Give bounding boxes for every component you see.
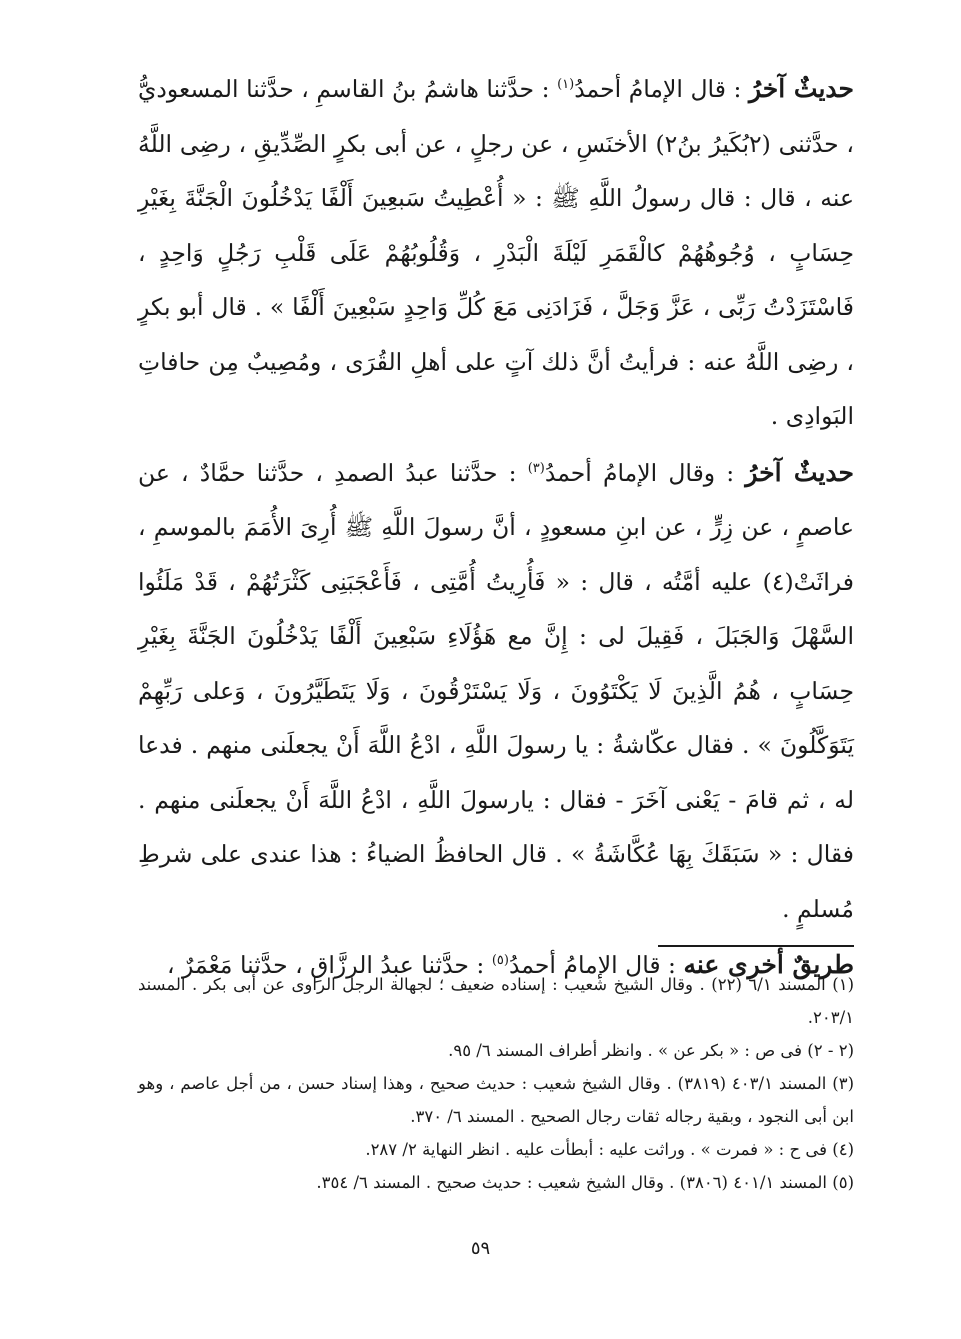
footnote: (٢ - ٢) فى ص : « بكر عن » . وانظر أطراف المسند ٦/ ٩٥. (448, 1041, 854, 1060)
paragraph-hadith-1 (138, 62, 854, 444)
section-heading: حديثٌ آخرُ (745, 457, 855, 487)
footnotes (138, 968, 854, 1199)
paragraph-text: : حدَّثنا عبدُ الصمدِ ، حدَّثنا حمَّادٌ ، عن عاصمٍ ، عن زِرٍّ ، عن ابنِ مسعودٍ ، أنَّ رسولَ اللَّهِ ﷺ أُرِىَ الأُمَمَ بالموسمِ ، فراثَتْ(٤) عليه أمَّتُه ، قال : « فَأُرِيتُ أُمَّتِى ، فَأَعْجَبَنِى كَثْرَتُهُمْ ، قَدْ مَلَئُوا السَّهْلَ وَالجَبَلَ ، فَقِيلَ لى : إِنَّ مع هَؤُلَاءِ سَبْعِينَ أَلْفًا يَدْخُلُونَ الجَنَّةَ بِغَيْرِ حِسَابٍ ، هُمُ الَّذِينَ لَا يَكْتَوُونَ ، وَلَا يَسْتَرْقُونَ ، وَلَا يَتَطَيَّرُونَ ، وَعلى رَبِّهِمْ يَتَوَكَّلُونَ » . فقال عكّاشةُ : يا رسولَ اللَّهِ ، ادْعُ اللَّهَ أَنْ يجعلَنى منهم . فدعا له ، ثم قامَ - يَعْنى آخَرَ - فقال : يارسولَ اللَّهِ ، ادْعُ اللَّهَ أَنْ يجعلَنى منهم . فقال : « سَبَقَكَ بِهَا عُكَّاشَةُ » . قال الحافظُ الضياءُ : هذا عندى على شرطِ مُسلمٍ . (138, 458, 854, 923)
paragraph-text: : وقال الإمامُ أحمدُ (544, 458, 746, 487)
footnote-marker: (١) (557, 77, 575, 93)
paragraph-text: : قال الإمامُ أحمدُ (574, 75, 749, 103)
paragraph-text: : حدَّثنا هاشمُ بنُ القاسمِ ، حدَّثنا المسعوديُّ ، حدَّثنى (٢بُكَيرُ بنُ٢) الأخنَسِ ، عن رجلٍ ، عن أبى بكرٍ الصِّدِّيقِ ، رضِى اللَّهُ عنه ، قال : قال رسولُ اللَّهِ ﷺ : « أُعْطِيتُ سَبعِينَ أَلْفًا يَدْخُلُونَ الْجَنَّةَ بِغَيْرِ حِسَابٍ ، وُجُوهُهُمْ كالْقَمَرِ لَيْلَةَ الْبَدْرِ ، وَقُلُوبُهُمْ عَلَى قَلْبِ رَجُلٍ وَاحِدٍ ، فَاسْتَزَدْتُ رَبِّى ، عَزَّ وَجَلَّ ، فَزَادَنِى مَعَ كُلِّ وَاحِدٍ سَبْعِينَ أَلْفًا » . قال أبو بكرٍ ، رضِى اللَّهُ عنه : فرأيتُ أنَّ ذلك آتٍ على أهلِ القُرَى ، ومُصِيبٌ مِن حافاتِ البَوادِى . (138, 75, 854, 430)
paragraph-text: : قال الإمامُ أحمدُ (508, 951, 684, 979)
paragraph-text: : حدَّثنا عبدُ الرزَّاقِ ، حدَّثنا مَعْمَرٌ ، (166, 951, 492, 979)
footnote-divider (658, 945, 854, 947)
main-text (138, 62, 854, 993)
section-heading: حديثٌ آخرُ (748, 74, 854, 103)
footnote: (٥) المسند ٤٠١/١ (٣٨٠٦) . وقال الشيخ شعيب : حديث صحيح . المسند ٦/ ٣٥٤. (316, 1173, 854, 1192)
footnote: (١) المسند ٦/١ (٢٢) . وقال الشيخ شعيب : إسناده ضعيف ؛ لجهالة الرجل الراوى عن أبى بكر . المسند ٢٠٣/١. (138, 975, 855, 1027)
paragraph-hadith-2 (138, 446, 854, 937)
footnote-marker: (٣) (527, 460, 545, 476)
footnote: (٤) فى ح : « فمرت » . وراثت عليه : أبطأت عليه . انظر النهاية ٢/ ٢٨٧. (365, 1140, 854, 1159)
footnote-marker: (٥) (491, 953, 509, 969)
page-number: ٥٩ (470, 1238, 491, 1259)
footnote: (٣) المسند ٤٠٣/١ (٣٨١٩) . وقال الشيخ شعيب : حديث صحيح ، وهذا إسناد حسن ، من أجل عاصم ، وهو ابن أبى النجود ، وبقية رجاله ثقات رجال الصحيح . المسند ٦/ ٣٧٠. (138, 1074, 854, 1126)
section-heading: طريقٌ أخرى عنه (683, 950, 854, 979)
